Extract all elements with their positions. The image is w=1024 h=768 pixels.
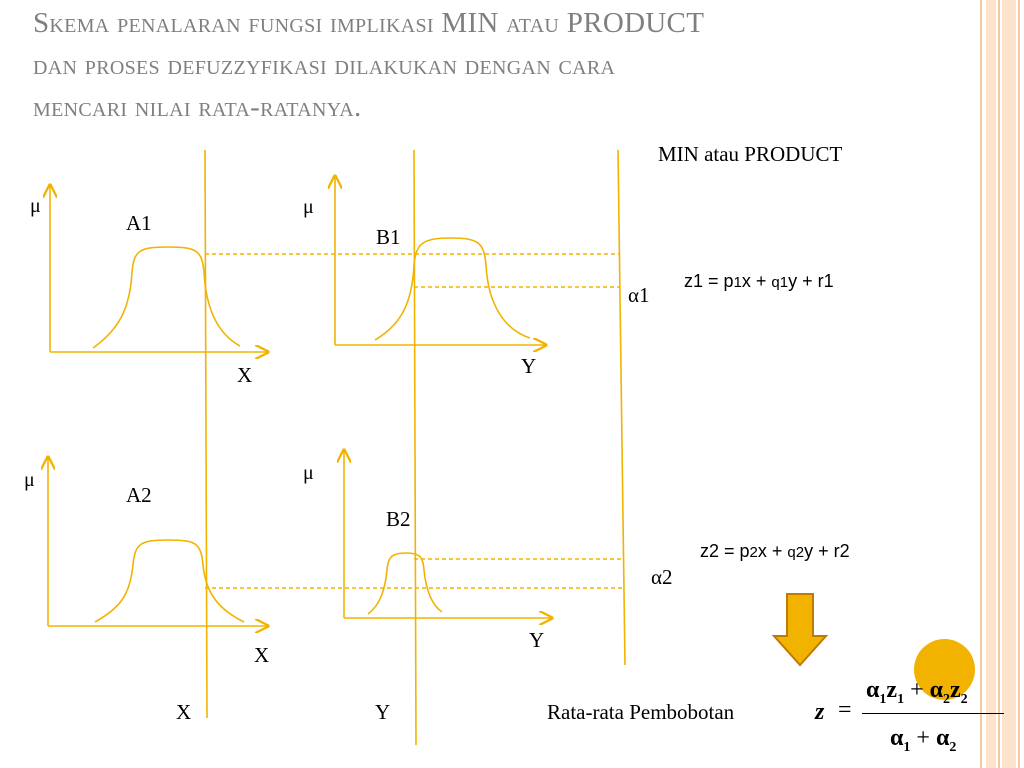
a1-x-label: X	[237, 363, 253, 387]
b1-name-label: B1	[376, 225, 401, 249]
alpha2-label: α2	[651, 565, 673, 589]
b1-mu-label: μ	[303, 196, 314, 218]
alpha1-label: α1	[628, 283, 650, 307]
title-min: MIN	[441, 7, 499, 39]
b1-y-label: Y	[521, 354, 537, 378]
down-arrow-icon	[771, 592, 829, 668]
title-product: PRODUCT	[566, 7, 705, 39]
formula-fraction-bar	[862, 713, 1004, 714]
min-product-label: MIN atau PRODUCT	[658, 142, 843, 166]
a2-mu-label: μ	[24, 469, 35, 491]
a2-curve	[95, 540, 244, 622]
formula-numerator: $\alpha_1z_1 + \alpha_2z_2$	[866, 677, 968, 707]
b2-mu-label: μ	[303, 462, 314, 484]
a1-mu-label: μ	[30, 195, 41, 217]
title-line2: dan proses defuzzyfikasi dilakukan dengan cara	[33, 49, 616, 81]
a1-curve	[93, 247, 240, 348]
title-line1-lead: Skema penalaran fungsi implikasi	[33, 7, 434, 39]
formula-denominator: $\alpha_1 + \alpha_2$	[890, 725, 957, 755]
b2-curve	[368, 553, 442, 614]
divider-line-x	[205, 150, 207, 718]
b2-y-label: Y	[529, 628, 545, 652]
bottom-y-label: Y	[375, 700, 391, 724]
weighted-average-label: Rata-rata Pembobotan	[547, 700, 735, 724]
divider-line-y	[414, 150, 416, 745]
title-line3: mencari nilai rata-ratanya.	[33, 91, 362, 123]
z2-equation: z2 = p2x + q2y + r2	[700, 541, 850, 561]
bottom-x-label: X	[176, 700, 192, 724]
formula-z: z	[815, 699, 825, 725]
b2-name-label: B2	[386, 507, 411, 531]
a2-name-label: A2	[126, 483, 152, 507]
a2-x-label: X	[254, 643, 270, 667]
a1-name-label: A1	[126, 211, 152, 235]
formula-equals: =	[838, 697, 852, 723]
z1-equation: z1 = p1x + q1y + r1	[684, 271, 834, 291]
title-atau: atau	[506, 7, 560, 39]
